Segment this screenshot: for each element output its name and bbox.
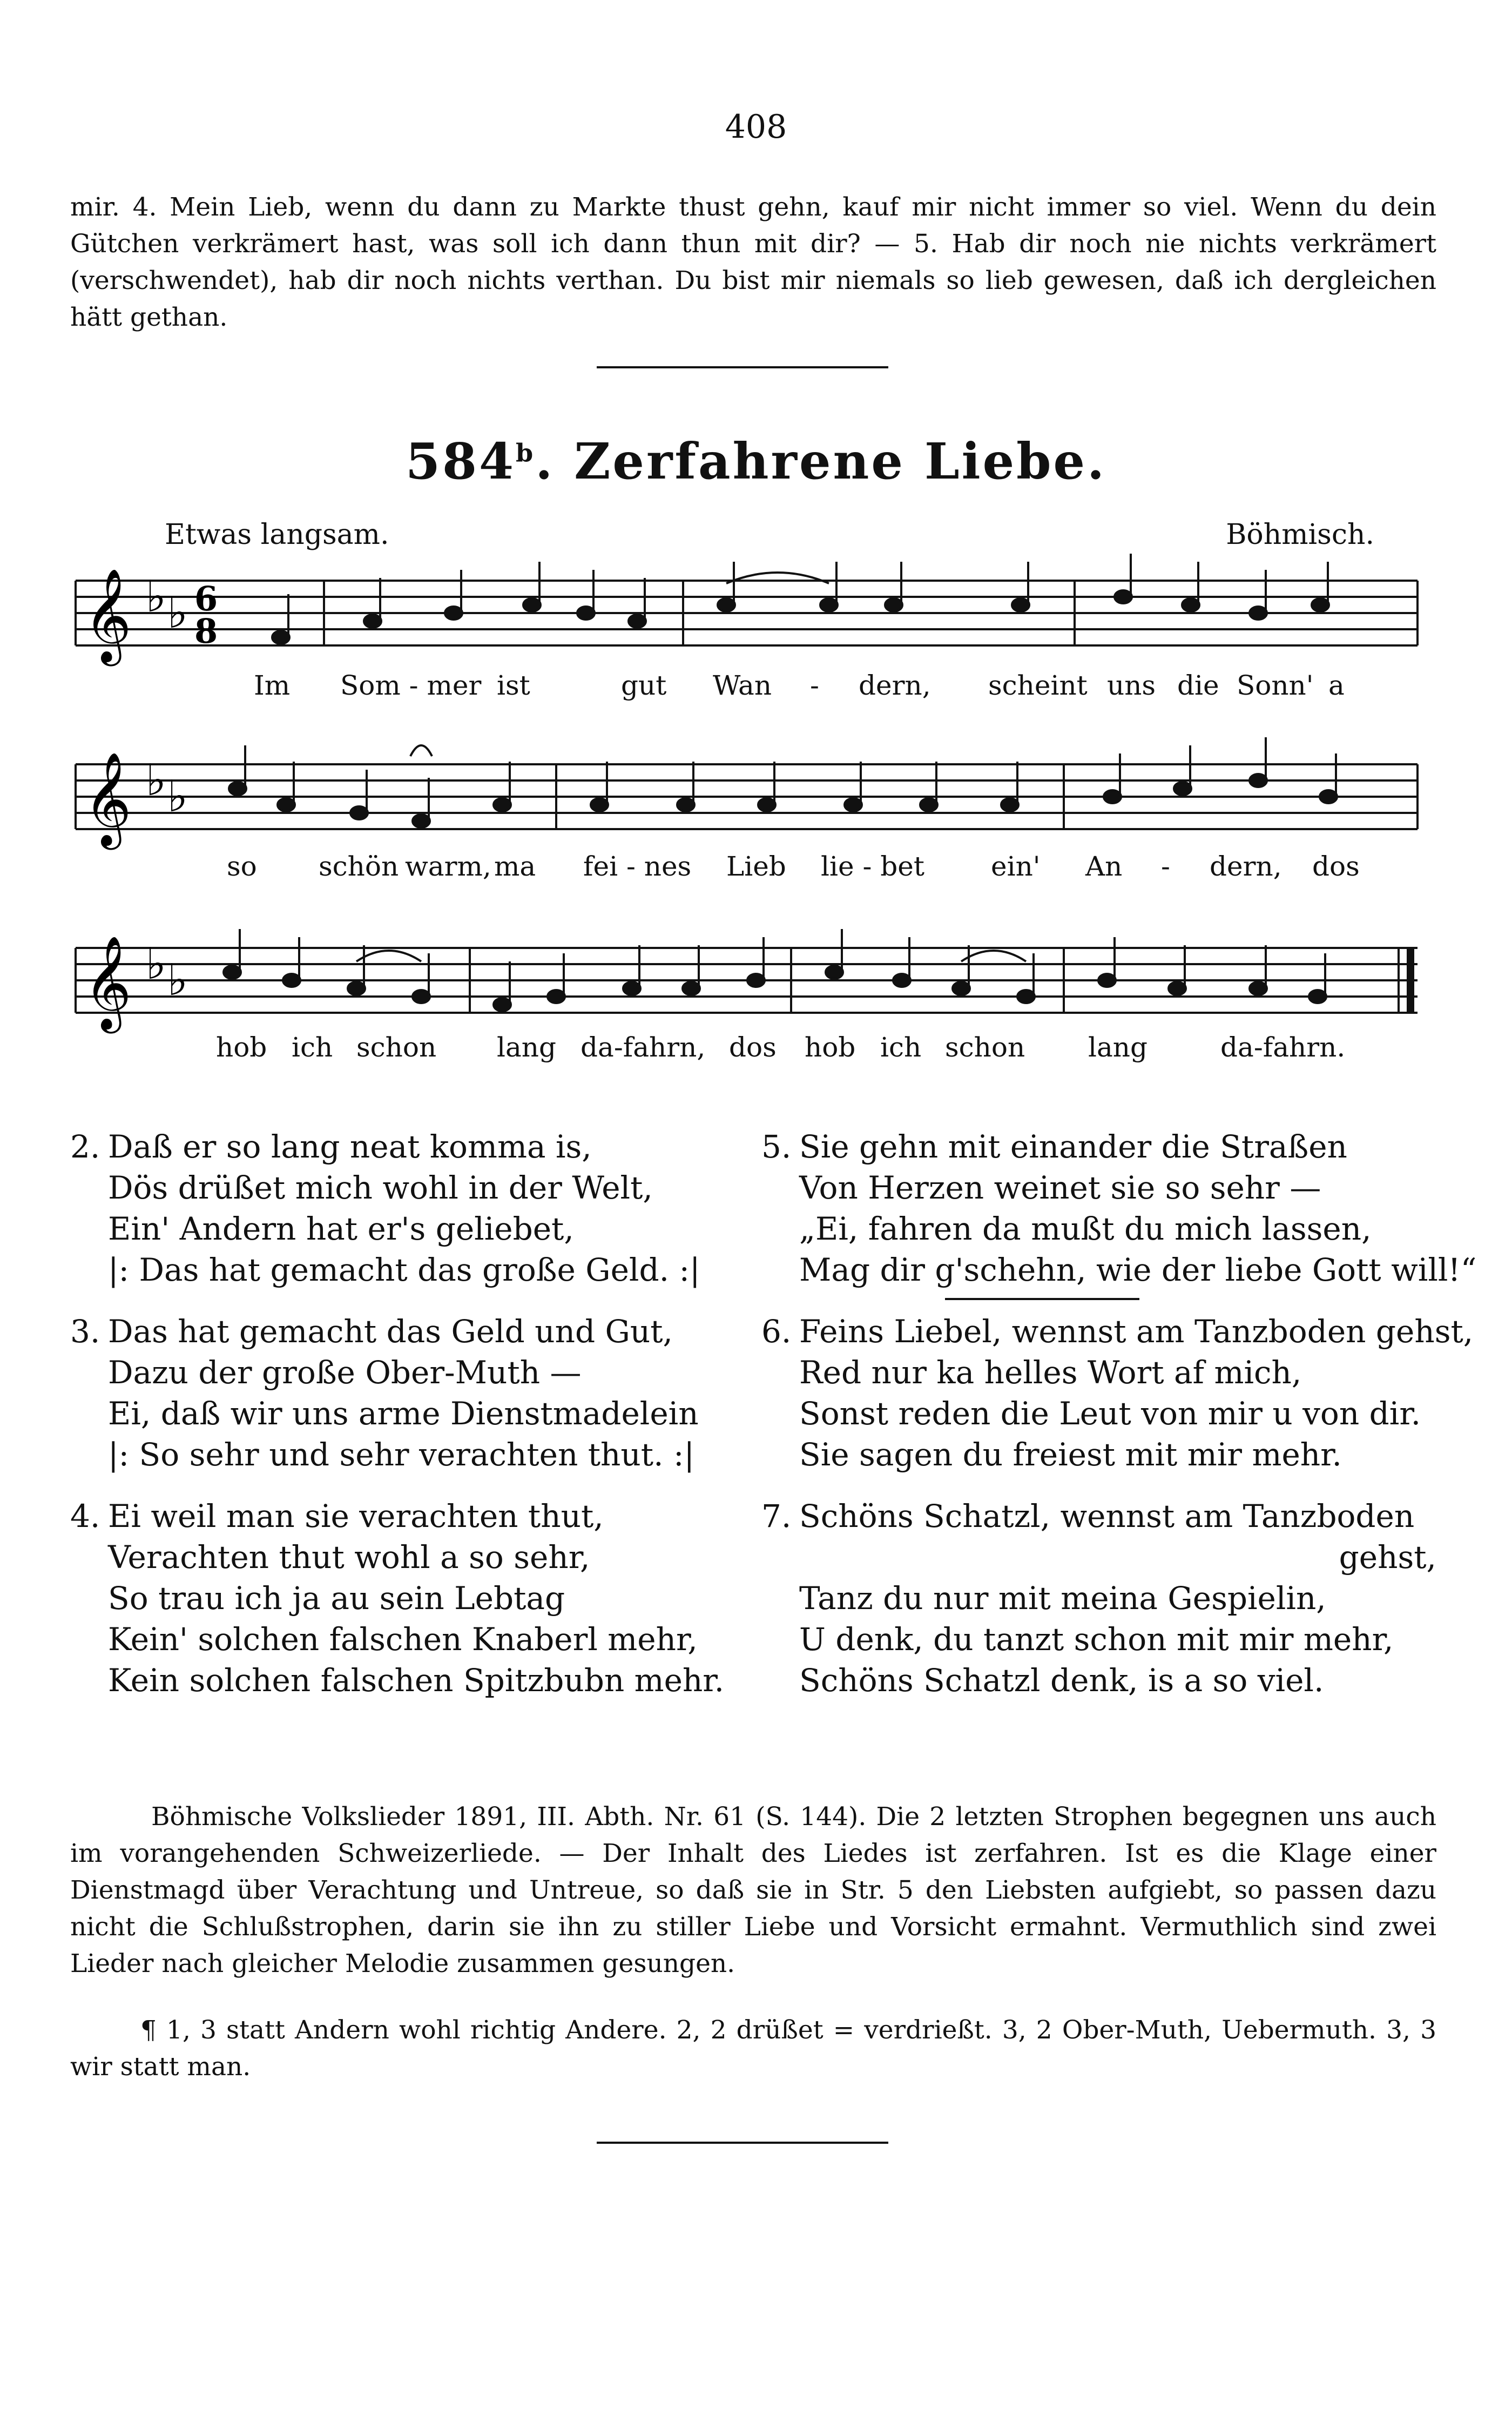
stanza-line: Dazu der große Ober-Muth — xyxy=(108,1354,582,1391)
lyric-syllable: ist xyxy=(497,670,530,701)
lyric-syllable: ich xyxy=(880,1032,922,1063)
stanza-number: 2. xyxy=(70,1128,100,1165)
lyric-syllable: Wan xyxy=(713,670,772,701)
textual-notes: ¶ 1, 3 statt Andern wohl richtig Andere. 2, 2 drüßet = verdrießt. 3, 2 Ober-Muth, Uebermuth. 3, 3 wir statt man. xyxy=(70,2015,1436,2082)
lyric-syllable: da-fahrn, xyxy=(580,1032,706,1063)
stanza-line: Red nur ka helles Wort af mich, xyxy=(799,1354,1302,1391)
stanza-line: Verachten thut wohl a so sehr, xyxy=(108,1539,590,1576)
intro-paragraph: mir. 4. Mein Lieb, wenn du dann zu Markte thust gehn, kauf mir nicht immer so viel. Wenn du dein Gütchen verkrämert hast, was soll ich dann thun mit dir? — 5. Hab dir noch nie nichts verkrämert (verschwendet), hab dir noch nichts verthan. Du bist mir niemals so lieb gewesen, daß ich dergleichen hätt gethan. xyxy=(70,192,1436,332)
stanza-divider xyxy=(945,1298,1139,1300)
lyric-syllable: die xyxy=(1177,670,1219,701)
lyric-syllable: uns xyxy=(1107,670,1156,701)
lyric-syllable: - xyxy=(1161,851,1170,882)
lyric-syllable: dos xyxy=(1312,851,1360,882)
stanza xyxy=(761,1126,1477,1290)
stanza xyxy=(70,1311,745,1475)
lyric-syllable: da-fahrn. xyxy=(1220,1032,1346,1063)
lyric-syllable: lang xyxy=(1088,1032,1148,1063)
stanza-line: Schöns Schatzl denk, is a so viel. xyxy=(799,1662,1324,1699)
lyric-syllable: dos xyxy=(729,1032,777,1063)
lyric-line-3 xyxy=(0,1032,1512,1069)
divider-top xyxy=(597,366,888,368)
lyric-syllable: - xyxy=(810,670,819,701)
lyric-syllable: dern, xyxy=(1210,851,1282,882)
stanza-line: Sie gehn mit einander die Straßen xyxy=(799,1128,1347,1165)
page-number: 408 xyxy=(725,108,787,146)
flat-icon: ♭ xyxy=(146,571,166,622)
flat-icon: ♭ xyxy=(146,939,166,989)
time-signature-bottom: 8 xyxy=(194,611,218,651)
lyric-syllable: warm, xyxy=(405,851,491,882)
lyric-syllable: Som - mer xyxy=(340,670,482,701)
staff-system-1 xyxy=(76,554,1418,667)
stanza-line: Von Herzen weinet sie so sehr — xyxy=(799,1169,1321,1206)
lyric-syllable: so xyxy=(227,851,257,882)
stanza-line: Schöns Schatzl, wennst am Tanzboden xyxy=(799,1498,1415,1535)
flat-icon: ♭ xyxy=(167,771,188,822)
divider-bottom xyxy=(597,2142,888,2144)
stanza-line: Kein' solchen falschen Knaberl mehr, xyxy=(108,1621,698,1658)
lyric-syllable: ma xyxy=(494,851,536,882)
flat-icon: ♭ xyxy=(167,955,188,1005)
stanza-number: 7. xyxy=(761,1498,792,1535)
stanza-line: So trau ich ja au sein Lebtag xyxy=(108,1580,565,1617)
lyric-line-2 xyxy=(0,851,1512,889)
stanza-line: Sonst reden die Leut von mir u von dir. xyxy=(799,1395,1421,1432)
lyric-syllable: schon xyxy=(945,1032,1025,1063)
stanza-number: 3. xyxy=(70,1313,100,1350)
lyric-syllable: Lieb xyxy=(726,851,786,882)
song-number: 584 xyxy=(405,432,516,490)
stanza-line: Ei, daß wir uns arme Dienstmadelein xyxy=(108,1395,699,1432)
stanza-line: Ein' Andern hat er's geliebet, xyxy=(108,1210,574,1247)
treble-clef-icon: 𝄞 xyxy=(84,568,132,662)
lyric-syllable: ein' xyxy=(991,851,1041,882)
lyric-syllable: gut xyxy=(621,670,667,701)
song-title xyxy=(0,432,1512,490)
stanza-number: 5. xyxy=(761,1128,792,1165)
stanza xyxy=(761,1496,1436,1701)
stanza-line: „Ei, fahren da mußt du mich lassen, xyxy=(799,1210,1372,1247)
stanza-line: Daß er so lang neat komma is, xyxy=(108,1128,592,1165)
stanza-line: |: Das hat gemacht das große Geld. :| xyxy=(108,1251,700,1288)
stanza-number: 4. xyxy=(70,1498,100,1535)
flat-icon: ♭ xyxy=(146,755,166,805)
stanza-line: Kein solchen falschen Spitzbubn mehr. xyxy=(108,1662,725,1699)
lyric-syllable: hob xyxy=(216,1032,267,1063)
staff-system-3 xyxy=(76,929,1418,1034)
source-note: Böhmische Volkslieder 1891, III. Abth. Nr. 61 (S. 144). Die 2 letzten Strophen begegnen uns auch im vorangehenden Schweizerliede. — Der Inhalt des Liedes ist zerfahren. Ist es die Klage einer Dienstmagd über Verachtung und Untreue, so daß sie in Str. 5 den Liebsten aufgiebt, so passen dazu nicht die Schlußstrophen, darin sie ihn zu stiller Liebe und Vorsicht ermahnt. Vermuthlich sind zwei Lieder nach gleicher Melodie zusammen gesungen. xyxy=(70,1802,1436,1979)
stanza xyxy=(70,1126,745,1290)
song-number-suffix: b xyxy=(516,438,536,468)
stanza-number: 6. xyxy=(761,1313,792,1350)
flat-icon: ♭ xyxy=(167,588,188,638)
lyric-syllable: lie - bet xyxy=(821,851,924,882)
stanza-line: Das hat gemacht das Geld und Gut, xyxy=(108,1313,673,1350)
treble-clef-icon: 𝄞 xyxy=(84,936,132,1029)
stanza-line: Mag dir g'schehn, wie der liebe Gott will!“ xyxy=(799,1251,1477,1288)
stanzas-right xyxy=(761,1126,1477,1701)
lyric-syllable: lang xyxy=(497,1032,557,1063)
stanza-line: Feins Liebel, wennst am Tanzboden gehst, xyxy=(799,1313,1474,1350)
tempo-marking: Etwas langsam. xyxy=(165,519,389,551)
stanza-line: Ei weil man sie verachten thut, xyxy=(108,1498,604,1535)
stanza-line: Tanz du nur mit meina Gespielin, xyxy=(799,1580,1326,1617)
lyric-syllable: dern, xyxy=(859,670,931,701)
lyric-syllable: ich xyxy=(292,1032,333,1063)
lyric-syllable: Im xyxy=(254,670,291,701)
lyric-line-1 xyxy=(0,670,1512,708)
lyric-syllable: schön xyxy=(319,851,399,882)
stanza-line: Sie sagen du freiest mit mir mehr. xyxy=(799,1436,1342,1473)
lyric-syllable: schon xyxy=(356,1032,437,1063)
lyric-syllable: fei - nes xyxy=(583,851,692,882)
stanza xyxy=(70,1496,745,1701)
stanza-line: Dös drüßet mich wohl in der Welt, xyxy=(108,1169,653,1206)
stanzas-left xyxy=(70,1126,745,1701)
staff-system-2 xyxy=(76,737,1418,850)
song-origin: Böhmisch. xyxy=(1226,519,1374,551)
time-signature-top: 6 xyxy=(194,579,218,618)
stanza xyxy=(761,1311,1474,1475)
lyric-syllable: hob xyxy=(805,1032,856,1063)
treble-clef-icon: 𝄞 xyxy=(84,752,132,846)
song-title-text: . Zerfahrene Liebe. xyxy=(535,432,1107,490)
stanza-line: |: So sehr und sehr verachten thut. :| xyxy=(108,1436,695,1473)
stanza-line: U denk, du tanzt schon mit mir mehr, xyxy=(799,1621,1394,1658)
music-score xyxy=(0,551,1512,1091)
lyric-syllable: An xyxy=(1085,851,1123,882)
lyric-syllable: a xyxy=(1328,670,1345,701)
lyric-syllable: scheint xyxy=(988,670,1088,701)
stanza-line: gehst, xyxy=(1339,1539,1436,1576)
lyric-syllable: Sonn' xyxy=(1237,670,1314,701)
